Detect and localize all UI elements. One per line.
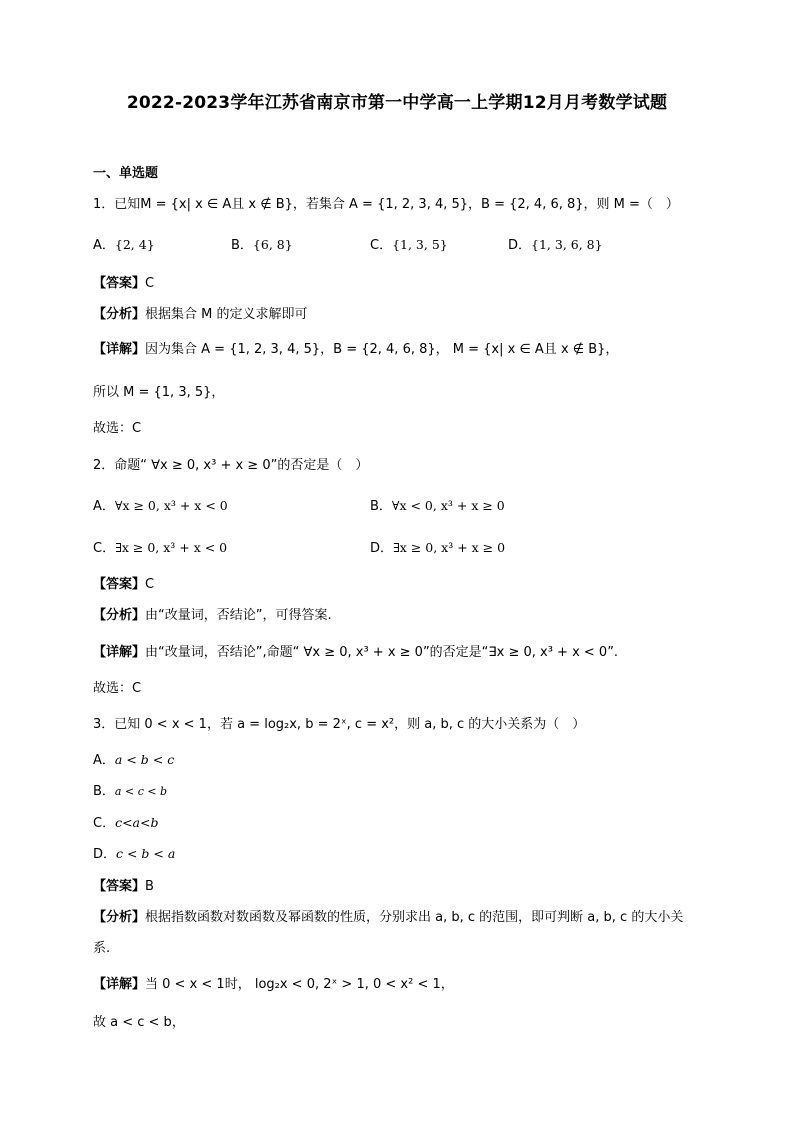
q3-option-c — [93, 812, 158, 831]
option-key: A． — [93, 238, 115, 253]
q1-detail — [93, 338, 618, 357]
answer-tag: 【答案】 — [93, 276, 146, 291]
option-key: A． — [93, 499, 115, 514]
detail-tag: 【详解】 — [93, 977, 146, 992]
option-text: a < c < b — [114, 785, 168, 798]
q3-detail-cont: 故 a < c < b， — [93, 1015, 185, 1030]
analysis-text: 根据指数函数对数函数及幂函数的性质，分别求出 a, b, c 的范围，即可判断 a, b, c 的大小关 — [145, 910, 684, 925]
q1-option-c — [370, 234, 448, 253]
option-text: ∃x ≥ 0, x³ + x < 0 — [115, 540, 228, 555]
q3-analysis-cont: 系. — [93, 941, 111, 956]
q2-option-b — [370, 495, 505, 514]
document-title: 2022-2023学年江苏省南京市第一中学高一上学期12月月考数学试题 — [126, 93, 668, 113]
q3-analysis — [93, 906, 683, 925]
option-text: a < b < c — [114, 752, 175, 767]
option-text: c<a<b — [115, 815, 159, 830]
question-3-stem: 3．已知 0 < x < 1，若 a = log₂x, b = 2ˣ, c = x²，则 a, b, c 的大小关系为（ ） — [93, 717, 586, 732]
option-key: C． — [370, 238, 393, 253]
option-key: A． — [93, 753, 115, 768]
option-key: C． — [93, 541, 116, 556]
section-heading: 一、单选题 — [93, 166, 159, 181]
answer-value: B — [145, 879, 154, 894]
q2-option-c — [93, 537, 227, 556]
option-key: B． — [231, 238, 253, 253]
q2-option-a — [93, 495, 228, 514]
analysis-tag: 【分析】 — [93, 307, 146, 322]
option-key: D． — [370, 541, 394, 556]
option-text: c < b < a — [116, 846, 176, 861]
option-text: ∀x < 0, x³ + x ≥ 0 — [391, 498, 505, 513]
detail-tag: 【详解】 — [93, 645, 146, 660]
q1-option-d — [508, 234, 603, 253]
q1-analysis — [93, 303, 308, 322]
option-key: D． — [508, 238, 532, 253]
q1-option-b — [231, 234, 293, 253]
question-2-stem: 2．命题“ ∀x ≥ 0, x³ + x ≥ 0”的否定是（ ） — [93, 458, 369, 473]
detail-tag: 【详解】 — [93, 342, 146, 357]
option-key: B． — [93, 784, 115, 799]
analysis-tag: 【分析】 — [93, 910, 146, 925]
q2-option-d — [370, 537, 505, 556]
q3-option-b — [93, 780, 167, 799]
answer-tag: 【答案】 — [93, 577, 146, 592]
detail-text: 由“改量词，否结论”,命题“ ∀x ≥ 0, x³ + x ≥ 0”的否定是“∃x ≥ 0, x³ + x < 0”. — [145, 645, 619, 660]
option-text: ∃x ≥ 0, x³ + x ≥ 0 — [393, 540, 506, 555]
answer-tag: 【答案】 — [93, 879, 146, 894]
option-text: {1, 3, 5} — [392, 237, 448, 252]
analysis-tag: 【分析】 — [93, 608, 146, 623]
detail-text: 因为集合 A = {1, 2, 3, 4, 5}，B = {2, 4, 6, 8}， M = {x| x ∈ A且 x ∉ B}， — [145, 342, 619, 357]
q2-analysis — [93, 604, 332, 623]
q1-answer — [93, 272, 154, 291]
analysis-text: 由“改量词，否结论”，可得答案. — [145, 608, 332, 623]
q2-answer — [93, 573, 154, 592]
q3-answer — [93, 875, 154, 894]
answer-value: C — [145, 577, 155, 592]
option-key: D． — [93, 847, 117, 862]
q1-conclusion: 故选：C — [93, 421, 142, 436]
q3-option-d — [93, 843, 175, 862]
option-text: {2, 4} — [114, 237, 155, 252]
q2-detail — [93, 641, 618, 660]
q3-option-a — [93, 749, 174, 768]
q2-conclusion: 故选：C — [93, 681, 142, 696]
analysis-text: 根据集合 M 的定义求解即可 — [145, 307, 308, 322]
option-text: ∀x ≥ 0, x³ + x < 0 — [114, 498, 228, 513]
option-key: B． — [370, 499, 392, 514]
q1-option-a — [93, 234, 155, 253]
answer-value: C — [145, 276, 155, 291]
option-text: {1, 3, 6, 8} — [531, 237, 603, 252]
option-key: C． — [93, 816, 116, 831]
q1-detail-cont: 所以 M = {1, 3, 5}， — [93, 385, 225, 400]
option-text: {6, 8} — [252, 237, 293, 252]
detail-text: 当 0 < x < 1时， log₂x < 0, 2ˣ > 1, 0 < x² < 1， — [145, 977, 454, 992]
q3-detail — [93, 973, 454, 992]
question-1-stem: 1．已知M = {x| x ∈ A且 x ∉ B}，若集合 A = {1, 2, 3, 4, 5}，B = {2, 4, 6, 8}，则 M =（ ） — [93, 197, 679, 212]
